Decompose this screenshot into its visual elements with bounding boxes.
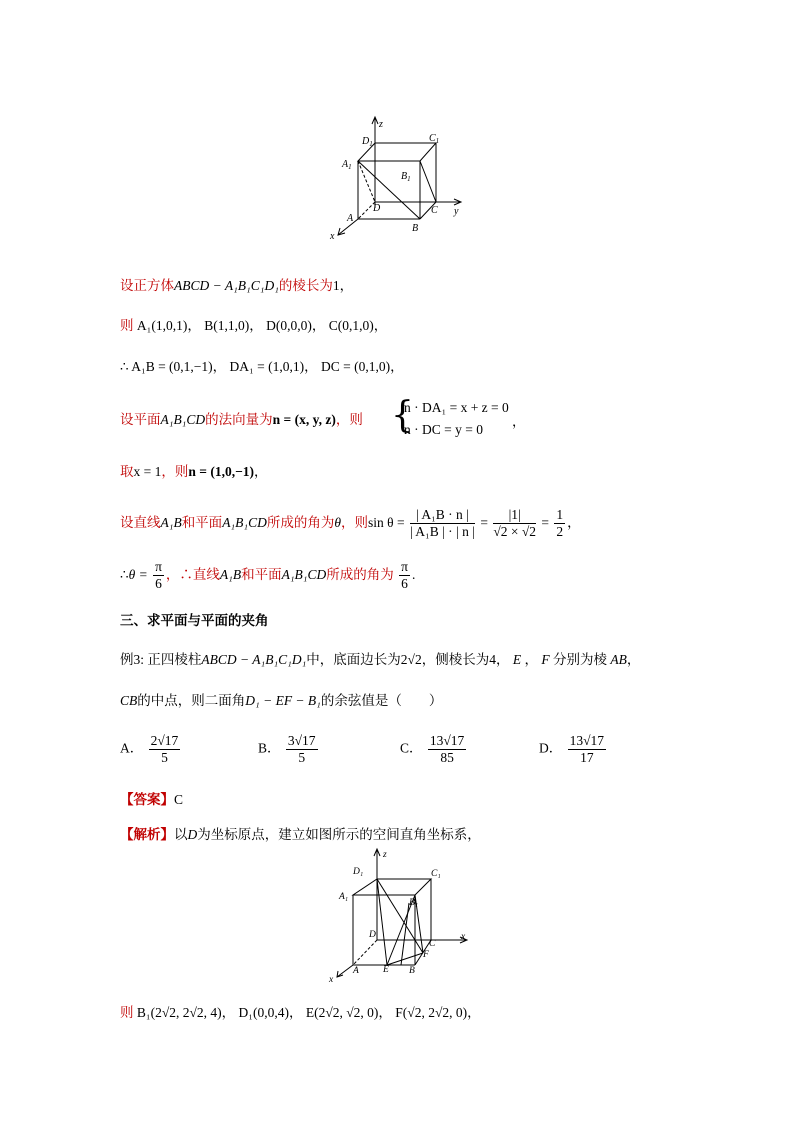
equation-2: n · DC = y = 0 [404, 422, 483, 437]
option-b[interactable]: B． $\frac{3√17}{5}$ [258, 733, 316, 765]
label-B-2: B [409, 966, 415, 976]
analysis-line: 【解析】以D为坐标原点，建立如图所示的空间直角坐标系， [120, 827, 481, 842]
label-D: D [373, 203, 381, 214]
example-line-1: 例3: 正四棱柱ABCD − A₁B₁C₁D₁中，底面边长为2√2，侧棱长为4， E ， F 分别为棱 AB， [120, 652, 641, 667]
label-y: y [454, 206, 459, 217]
label-z: z [379, 119, 383, 130]
equation-system [404, 397, 509, 441]
coordinates-line-2: 则 B₁(2√2, 2√2, 4)， D₁(0,0,4)， E(2√2, √2, 0)， F(√2, 2√2, 0)， [120, 1005, 481, 1020]
label-A-2: A [353, 966, 359, 976]
option-d-label: D． [539, 740, 563, 756]
label-x-2a: x [461, 932, 466, 942]
equation-1: n · DA₁ = x + z = 0 [404, 400, 509, 415]
label-C1: $C_1$ [429, 133, 440, 145]
sine-line: 设直线A₁B和平面A₁B₁CD所成的角为θ，则sin θ = $\frac{\text{| A₁B · n |}}{\text{| A₁B | · | n |}}$ = $\frac{|1|}{√2 \times √2}$ = $\frac{1}{2}$ ， [120, 507, 581, 540]
coordinates-line: 则 A₁(1,0,1)， B(1,1,0)， D(0,0,0)， C(0,1,0)， [120, 318, 388, 333]
label-D-2: D [369, 930, 376, 940]
option-a[interactable]: A． $\frac{2√17}{5}$ [120, 733, 179, 765]
comma: ， [512, 414, 526, 429]
label-A1-2: A₁ [339, 892, 349, 902]
prism-figure-2 [325, 843, 475, 985]
normal-vector-line: 设平面A₁B₁CD的法向量为n = (x, y, z)，则 [120, 412, 363, 427]
system-brace: { [391, 395, 414, 436]
label-B: B [412, 223, 419, 234]
take-x-line: 取x = 1，则n = (1,0,−1)， [120, 464, 268, 479]
cube-setup-line: 设正方体ABCD − A₁B₁C₁D₁的棱长为1， [120, 278, 354, 293]
example-line-2: CB的中点，则二面角D₁ − EF − B₁的余弦值是（ ） [120, 693, 443, 708]
option-c-label: C． [400, 740, 423, 756]
cube-figure-1 [328, 113, 468, 243]
label-F-2: F [423, 950, 429, 960]
option-c[interactable]: C． $\frac{13√17}{85}$ [400, 733, 465, 765]
label-B1-2: B₁ [409, 898, 419, 908]
label-B1: $B_1$ [401, 171, 411, 183]
section-heading: 三、求平面与平面的夹角 [120, 613, 269, 628]
answer-line: 【答案】C [120, 792, 184, 807]
label-z-2: z [383, 850, 387, 860]
label-C: C [431, 205, 438, 216]
label-D1-2: D₁ [353, 867, 364, 877]
label-A: A [347, 213, 354, 224]
vectors-line: ∴ A₁B = (0,1,−1)， DA₁ = (1,0,1)， DC = (0,1,0)， [120, 359, 404, 374]
label-C1-2: C₁ [431, 869, 441, 879]
label-D1: $D_1$ [362, 136, 373, 148]
option-b-label: B． [258, 740, 281, 756]
label-A1: $A_1$ [342, 159, 352, 171]
option-d[interactable]: D． $\frac{13√17}{17}$ [539, 733, 605, 765]
label-x-2b: x [329, 975, 334, 985]
option-a-label: A． [120, 740, 144, 756]
label-C-2: C [429, 939, 436, 949]
label-x: x [330, 231, 335, 242]
conclusion-line: ∴θ = $\frac{\pi}{6}$ ，∴直线A₁B和平面A₁B₁CD所成的角为 $\frac{\pi}{6}$ . [120, 559, 416, 592]
label-E-2: E [383, 965, 389, 975]
